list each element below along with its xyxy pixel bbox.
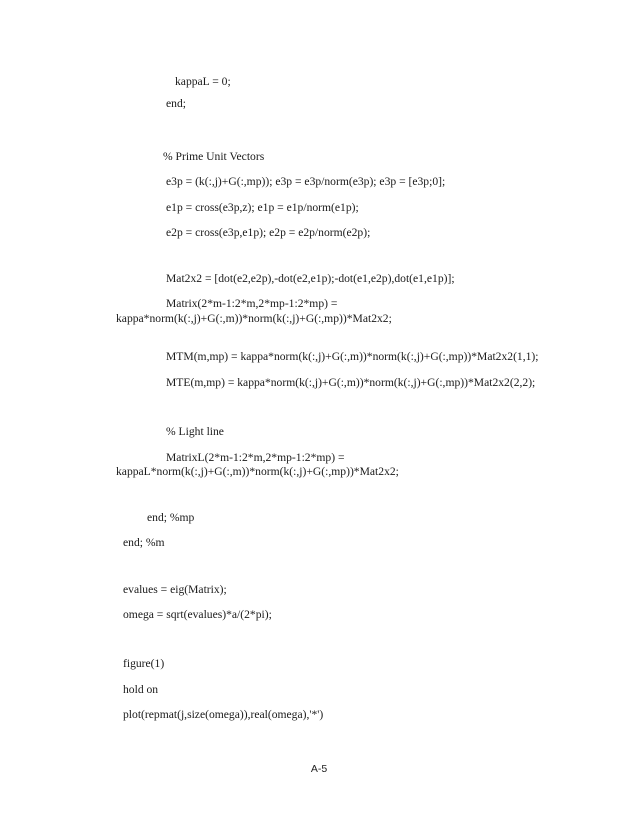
code-line: hold on xyxy=(123,683,159,696)
code-line: kappaL = 0; xyxy=(175,75,231,88)
code-line: MTE(m,mp) = kappa*norm(k(:,j)+G(:,m))*norm(k(:,j)+G(:,mp))*Mat2x2(2,2); xyxy=(166,376,536,389)
code-line: % Light line xyxy=(166,425,224,438)
page-number: A-5 xyxy=(310,763,328,775)
code-line: MatrixL(2*m-1:2*m,2*mp-1:2*mp) = xyxy=(166,451,345,464)
code-line: plot(repmat(j,size(omega)),real(omega),'*') xyxy=(123,708,324,721)
code-line: kappaL*norm(k(:,j)+G(:,m))*norm(k(:,j)+G(:,mp))*Mat2x2; xyxy=(116,465,399,478)
code-line: e2p = cross(e3p,e1p); e2p = e2p/norm(e2p); xyxy=(166,226,371,239)
code-line: Matrix(2*m-1:2*m,2*mp-1:2*mp) = xyxy=(166,297,338,310)
code-line: omega = sqrt(evalues)*a/(2*pi); xyxy=(123,608,272,621)
code-line: Mat2x2 = [dot(e2,e2p),-dot(e2,e1p);-dot(e1,e2p),dot(e1,e1p)]; xyxy=(166,272,455,285)
code-line: e1p = cross(e3p,z); e1p = e1p/norm(e1p); xyxy=(166,201,359,214)
code-line: end; %m xyxy=(123,536,165,549)
code-line: % Prime Unit Vectors xyxy=(163,150,265,163)
code-line: end; xyxy=(166,97,186,110)
code-line: end; %mp xyxy=(147,511,195,524)
code-line: e3p = (k(:,j)+G(:,mp)); e3p = e3p/norm(e3p); e3p = [e3p;0]; xyxy=(166,175,446,188)
code-line: evalues = eig(Matrix); xyxy=(123,583,227,596)
code-line: kappa*norm(k(:,j)+G(:,m))*norm(k(:,j)+G(:,mp))*Mat2x2; xyxy=(116,312,392,325)
code-line: figure(1) xyxy=(123,657,165,670)
code-line: MTM(m,mp) = kappa*norm(k(:,j)+G(:,m))*norm(k(:,j)+G(:,mp))*Mat2x2(1,1); xyxy=(166,350,539,363)
